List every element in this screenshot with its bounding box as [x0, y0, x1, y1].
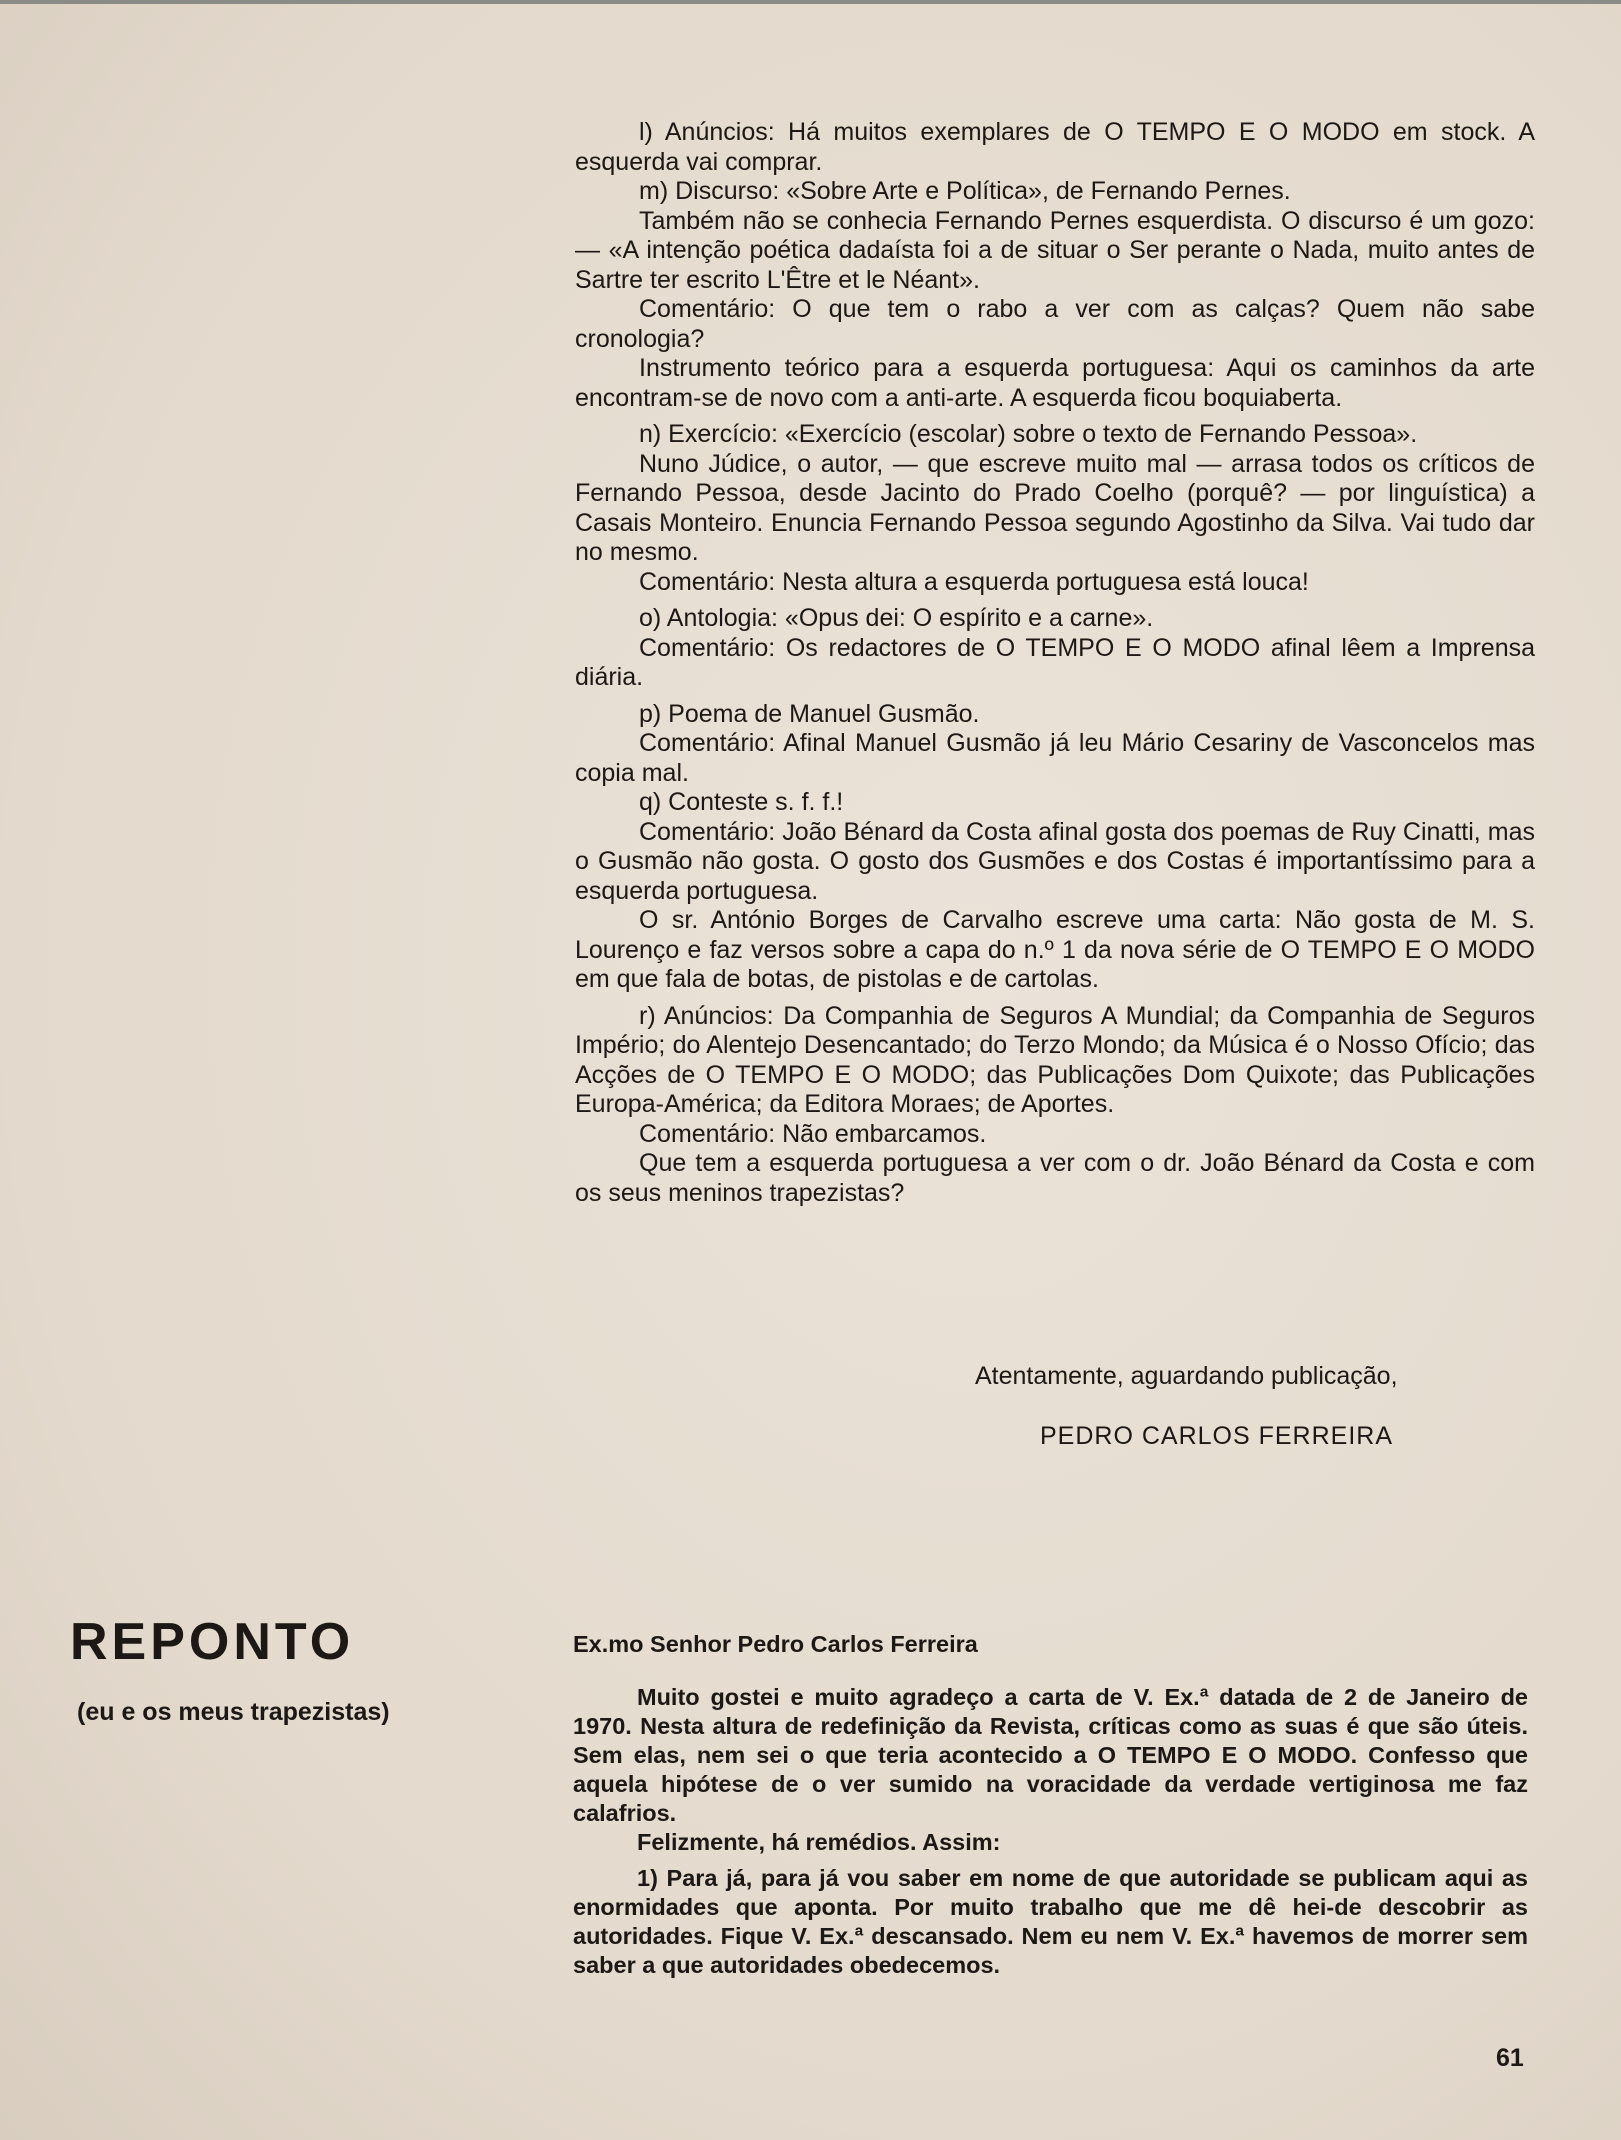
letter-signature: PEDRO CARLOS FERREIRA [1040, 1422, 1394, 1450]
letter-paragraph-o: o) Antologia: «Opus dei: O espírito e a carne». [639, 604, 1154, 632]
reply-paragraph-1: Muito gostei e muito agradeço a carta de V. Ex.ª datada de 2 de Janeiro de 1970. Nesta altura de redefinição da Revista, críticas como as suas é que são úteis. Sem elas, nem sei o que teria acontecido a O TEMPO E O MODO. Confesso que aquela hipótese de o ver sumido na voracidade da verdade vertiginosa me faz calafrios. [573, 1684, 1528, 1826]
page-number: 61 [1496, 2044, 1524, 2072]
reply-paragraph-3: 1) Para já, para já vou saber em nome de que autoridade se publicam aqui as enormidades que aponta. Por muito trabalho que me dê hei-de descobrir as autoridades. Fique V. Ex.ª descansado. Nem eu nem V. Ex.ª havemos de morrer sem saber a que autoridades obedecemos. [573, 1865, 1528, 1978]
top-edge-line [0, 0, 1621, 4]
letter-paragraph-n3: Comentário: Nesta altura a esquerda portuguesa está louca! [639, 567, 1309, 596]
section-subtitle: (eu e os meus trapezistas) [77, 1698, 390, 1726]
letter-paragraph-m4: Instrumento teórico para a esquerda portuguesa: Aqui os caminhos da arte encontram-se de novo com a anti-arte. A esquerda ficou boquiaberta. [575, 354, 1535, 412]
letter-closing: Atentamente, aguardando publicação, [975, 1362, 1398, 1390]
letter-paragraph-l: l) Anúncios: Há muitos exemplares de O TEMPO E O MODO em stock. A esquerda vai comprar. [575, 118, 1535, 176]
letter-paragraph-n2: Nuno Júdice, o autor, — que escreve muito mal — arrasa todos os críticos de Fernando Pessoa, desde Jacinto do Prado Coelho (porquê? — por linguística) a Casais Monteiro. Enuncia Fernando Pessoa segundo Agostinho da Silva. Vai tudo dar no mesmo. [575, 449, 1535, 566]
letter-paragraph-o2: Comentário: Os redactores de O TEMPO E O MODO afinal lêem a Imprensa diária. [575, 633, 1535, 691]
letter-paragraph-m: m) Discurso: «Sobre Arte e Política», de Fernando Pernes. [639, 177, 1291, 205]
reply-paragraph-2: Felizmente, há remédios. Assim: [637, 1829, 1001, 1855]
letter-body [575, 118, 1535, 1208]
reply-greeting: Ex.mo Senhor Pedro Carlos Ferreira [573, 1631, 978, 1657]
letter-paragraph-r: r) Anúncios: Da Companhia de Seguros A Mundial; da Companhia de Seguros Império; do Alentejo Desencantado; do Terzo Mondo; da Música é o Nosso Ofício; das Acções de O TEMPO E O MODO; das Publicações Dom Quixote; das Publicações Europa-América; da Editora Moraes; de Aportes. [575, 1001, 1535, 1118]
letter-paragraph-p2: Comentário: Afinal Manuel Gusmão já leu Mário Cesariny de Vasconcelos mas copia mal. [575, 729, 1535, 787]
letter-paragraph-q: q) Conteste s. f. f.! [639, 788, 844, 816]
reply-body [573, 1630, 1528, 1980]
letter-paragraph-m3: Comentário: O que tem o rabo a ver com as calças? Quem não sabe cronologia? [575, 295, 1535, 353]
letter-paragraph-r2: Comentário: Não embarcamos. [639, 1119, 987, 1148]
letter-paragraph-m2: Também não se conhecia Fernando Pernes esquerdista. O discurso é um gozo: — «A intenção poética dadaísta foi a de situar o Ser perante o Nada, muito antes de Sartre ter escrito L'Être et le Néant». [575, 206, 1535, 294]
letter-paragraph-r3: Que tem a esquerda portuguesa a ver com o dr. João Bénard da Costa e com os seus meninos trapezistas? [575, 1149, 1535, 1207]
letter-paragraph-q2: Comentário: João Bénard da Costa afinal gosta dos poemas de Ruy Cinatti, mas o Gusmão não gosta. O gosto dos Gusmões e dos Costas é importantíssimo para a esquerda portuguesa. [575, 817, 1535, 905]
letter-paragraph-p: p) Poema de Manuel Gusmão. [639, 699, 980, 728]
letter-paragraph-q3: O sr. António Borges de Carvalho escreve uma carta: Não gosta de M. S. Lourenço e faz versos sobre a capa do n.º 1 da nova série de O TEMPO E O MODO em que fala de botas, de pistolas e de cartolas. [575, 906, 1535, 993]
letter-paragraph-n: n) Exercício: «Exercício (escolar) sobre o texto de Fernando Pessoa». [639, 420, 1418, 448]
section-title: REPONTO [70, 1613, 355, 1671]
